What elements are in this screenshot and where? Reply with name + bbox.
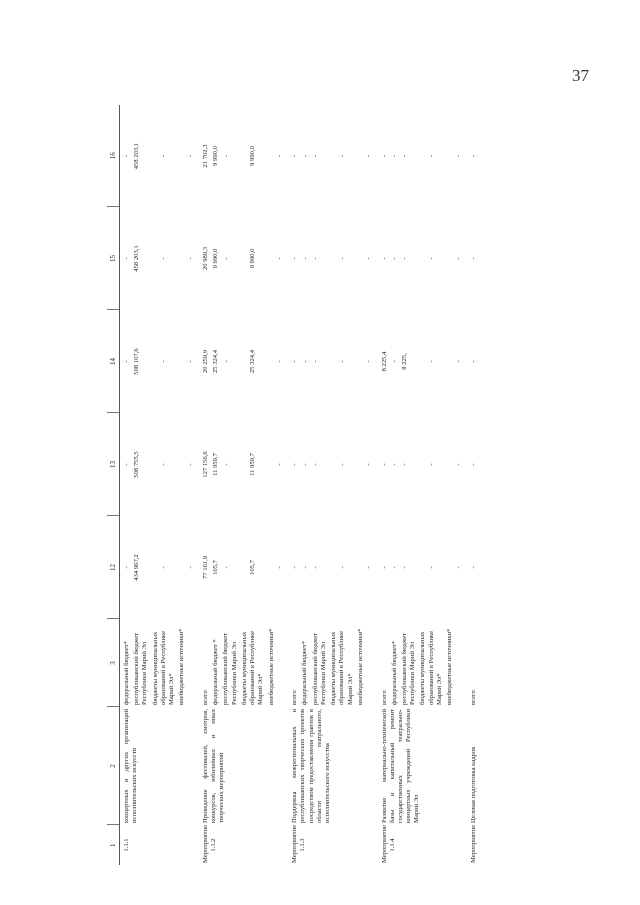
amount-value: -: [301, 257, 309, 260]
amount-value: -: [338, 566, 346, 569]
event-name-cell: концертных и других организаций исполнительских искусств: [123, 709, 139, 823]
value-cell-v15: [199, 207, 288, 310]
value-cell-v13: [467, 413, 482, 516]
amount-value: -: [380, 154, 388, 158]
amount-value: 105,7: [249, 560, 257, 575]
funding-sources-cell: [288, 619, 377, 707]
column-header: 13: [107, 413, 120, 516]
amount-value: -: [186, 360, 194, 363]
amount-value: -: [365, 360, 373, 363]
amount-value: -: [338, 257, 346, 260]
rotated-table-wrapper: [107, 105, 640, 865]
amount-value: -: [390, 360, 398, 363]
funding-source-label: бюджеты муниципальных образований в Республике Марий Эл*: [330, 631, 354, 705]
value-cell-v13: [120, 413, 200, 516]
amount-value: -: [401, 463, 408, 466]
amount-value: -: [160, 257, 167, 260]
value-cell-v13: [199, 413, 288, 516]
value-cell-v16: [199, 105, 288, 207]
amount-value: -: [291, 154, 299, 158]
value-cell-v12: [288, 516, 377, 619]
amount-value: 508 107,6: [133, 348, 141, 375]
funding-source-label: всего: [469, 690, 477, 705]
amount-value: -: [222, 360, 230, 363]
event-id-cell: Мероприятие 1.1.2: [202, 824, 218, 863]
funding-source-label: республиканский бюджет Республики Марий Эл: [222, 632, 238, 705]
page-number: 37: [572, 66, 589, 85]
amount-value: -: [390, 566, 398, 569]
funding-source-label: федеральный бюджет*: [123, 641, 130, 705]
amount-value: -: [276, 566, 283, 569]
funding-source-label: бюджеты муниципальных образований в Республике Марий Эл*: [240, 631, 265, 705]
amount-value: -: [338, 360, 346, 363]
value-cell-v16: [120, 105, 200, 207]
amount-value: -: [469, 154, 477, 158]
amount-value: -: [311, 257, 319, 260]
amount-value: -: [186, 154, 194, 158]
value-cell-v15: [378, 207, 467, 310]
table-row: [378, 105, 467, 865]
funding-source-label: бюджеты муниципальных образований в Республике Марий Эл*: [419, 631, 443, 705]
amount-value: -: [186, 463, 194, 466]
amount-value: 9 990,0: [212, 146, 220, 166]
amount-value: -: [454, 463, 462, 466]
amount-value: -: [276, 257, 283, 260]
value-cell-v16: [378, 105, 467, 207]
funding-sources-cell: [120, 619, 200, 707]
amount-value: 20 259,9: [202, 349, 209, 374]
amount-value: -: [365, 463, 373, 466]
amount-value: -: [390, 463, 398, 466]
amount-value: 105,7: [212, 560, 220, 575]
amount-value: 127 156,6: [202, 451, 209, 478]
value-cell-v16: [467, 105, 482, 207]
event-name-cell: Развитие материально-технической базы и капитальный ремонт государственных театрально-концертных учреждений Республики Марий Эл: [380, 709, 421, 823]
column-header: 16: [107, 105, 120, 207]
amount-value: 508 755,5: [133, 451, 141, 478]
amount-value: -: [123, 257, 130, 260]
value-cell-v14: [467, 310, 482, 413]
funding-source-label: республиканский бюджет Республики Марий Эл: [133, 632, 149, 705]
funding-source-label: республиканский бюджет Республики Марий Эл: [311, 632, 327, 705]
value-cell-v15: [288, 207, 377, 310]
value-cell-v13: [378, 413, 467, 516]
funding-sources-cell: [199, 619, 288, 707]
amount-value: -: [160, 566, 167, 569]
value-cell-v12: [199, 516, 288, 619]
funding-source-label: внебюджетные источники*: [446, 628, 454, 705]
event-name-cell: Целевая подготовка кадров: [469, 746, 477, 823]
funding-source-label: федеральный бюджет*: [301, 641, 309, 705]
amount-value: -: [160, 154, 167, 158]
amount-value: -: [380, 566, 388, 569]
funding-source-label: внебюджетные источники*: [356, 628, 364, 705]
amount-value: -: [291, 463, 299, 466]
amount-value: 9 990,0: [212, 248, 220, 269]
event-id-cell: Мероприятие 1.1.3: [291, 824, 307, 863]
amount-value: -: [222, 154, 230, 158]
amount-value: 434 967,2: [133, 554, 141, 581]
amount-value: 25 324,4: [212, 349, 220, 374]
amount-value: -: [123, 154, 130, 158]
funding-sources-cell: [467, 619, 482, 707]
amount-value: -: [469, 257, 477, 260]
amount-value: -: [222, 257, 230, 260]
amount-value: -: [311, 154, 319, 158]
amount-value: -: [291, 360, 299, 363]
funding-source-label: республиканский бюджет Республики Марий Эл: [400, 632, 417, 705]
amount-value: 458 203,1: [133, 142, 141, 170]
amount-value: -: [454, 154, 462, 158]
amount-value: -: [338, 463, 346, 466]
column-header: 14: [107, 310, 120, 413]
budget-table: [107, 105, 482, 865]
amount-value: -: [454, 566, 462, 569]
amount-value: -: [401, 566, 408, 569]
amount-value: -: [276, 463, 283, 466]
value-cell-v15: [120, 207, 200, 310]
amount-value: -: [454, 257, 462, 260]
table-row: [199, 105, 288, 865]
table-row: [288, 105, 377, 865]
amount-value: -: [291, 257, 299, 260]
amount-value: 20 989,3: [202, 246, 209, 271]
funding-source-label: федеральный бюджет *: [212, 639, 220, 705]
amount-value: -: [276, 360, 283, 363]
amount-value: -: [301, 566, 309, 569]
value-cell-v14: [378, 310, 467, 413]
amount-value: -: [311, 360, 319, 363]
column-header: 12: [107, 516, 120, 619]
event-name-cell: Поддержка межрегиональных и республиканских творческих проектов посредством предоставления грантов в области театрального, исполнительского искусства: [291, 709, 332, 823]
amount-value: 8 225,4: [380, 351, 388, 372]
amount-value: -: [311, 566, 319, 569]
funding-source-label: всего: [202, 690, 209, 705]
amount-value: -: [427, 257, 435, 260]
amount-value: 11 959,7: [249, 453, 257, 476]
value-cell-v16: [288, 105, 377, 207]
column-header: 3: [107, 619, 120, 707]
amount-value: -: [365, 566, 373, 569]
amount-value: -: [311, 463, 319, 466]
amount-value: -: [427, 566, 435, 569]
amount-value: -: [469, 463, 477, 466]
amount-value: -: [401, 154, 408, 158]
column-header: 15: [107, 207, 120, 310]
amount-value: -: [469, 566, 477, 569]
amount-value: -: [390, 257, 398, 260]
amount-value: -: [390, 154, 398, 158]
table-row: [467, 105, 482, 865]
amount-value: 8 225,: [401, 353, 408, 370]
event-id-cell: Мероприятие 1.1.4: [380, 824, 396, 863]
amount-value: -: [427, 463, 435, 466]
event-name-cell: Проведение фестивалей, смотров, конкурсов, юбилейных и иных творческих мероприятий: [202, 709, 226, 823]
value-cell-v14: [288, 310, 377, 413]
amount-value: -: [222, 463, 230, 466]
amount-value: 9 990,0: [249, 248, 257, 269]
amount-value: -: [123, 360, 130, 363]
value-cell-v12: [120, 516, 200, 619]
event-id-cell: Мероприятие: [469, 824, 477, 863]
amount-value: -: [186, 257, 194, 260]
value-cell-v14: [120, 310, 200, 413]
amount-value: -: [365, 257, 373, 260]
amount-value: -: [427, 154, 435, 158]
amount-value: -: [380, 257, 388, 260]
amount-value: -: [365, 154, 373, 158]
amount-value: -: [186, 566, 194, 569]
amount-value: -: [123, 463, 130, 466]
amount-value: -: [380, 463, 388, 466]
amount-value: 21 702,3: [202, 144, 209, 168]
amount-value: -: [301, 154, 309, 158]
column-header: 2: [107, 707, 120, 825]
amount-value: -: [469, 360, 477, 363]
value-cell-v14: [199, 310, 288, 413]
amount-value: -: [401, 257, 408, 260]
table-row: [120, 105, 200, 865]
funding-source-label: бюджеты муниципальных образований в Республике Марий Эл*: [151, 631, 176, 705]
amount-value: -: [123, 566, 130, 569]
amount-value: -: [301, 360, 309, 363]
value-cell-v12: [467, 516, 482, 619]
amount-value: -: [301, 463, 309, 466]
funding-source-label: федеральный бюджет*: [390, 641, 398, 705]
value-cell-v12: [378, 516, 467, 619]
column-header: 1: [107, 825, 120, 865]
value-cell-v13: [288, 413, 377, 516]
funding-source-label: всего: [380, 690, 388, 705]
amount-value: -: [291, 566, 299, 569]
event-id-cell: 1.1.1: [123, 838, 130, 852]
funding-source-label: внебюджетные источники*: [267, 628, 275, 705]
amount-value: 9 990,0: [249, 146, 257, 166]
amount-value: -: [276, 154, 283, 158]
amount-value: 77 161,9: [202, 555, 209, 580]
value-cell-v15: [467, 207, 482, 310]
funding-source-label: внебюджетные источники*: [178, 628, 186, 705]
funding-sources-cell: [378, 619, 467, 707]
amount-value: -: [454, 360, 462, 363]
amount-value: -: [222, 566, 230, 569]
amount-value: 25 324,4: [249, 349, 257, 374]
amount-value: 11 959,7: [212, 453, 220, 476]
amount-value: -: [160, 463, 167, 466]
funding-source-label: всего: [291, 690, 299, 705]
amount-value: -: [427, 360, 435, 363]
table-header-row: [107, 105, 120, 865]
amount-value: 458 203,1: [133, 245, 141, 272]
amount-value: -: [160, 360, 167, 363]
amount-value: -: [338, 154, 346, 158]
